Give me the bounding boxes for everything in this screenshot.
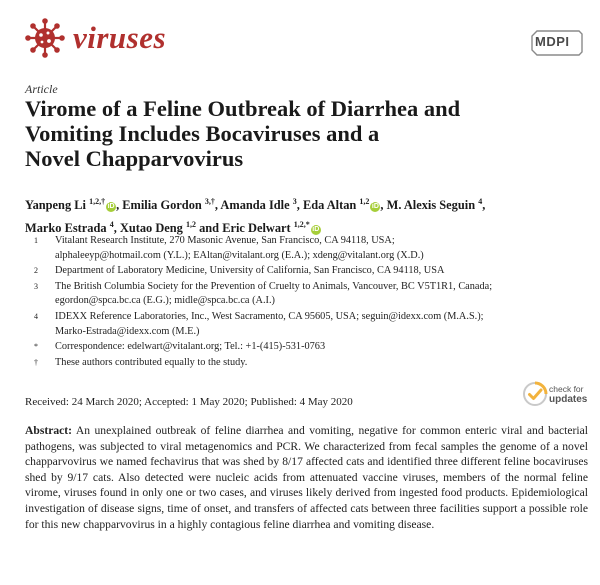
- author-name: Marko Estrada: [25, 221, 107, 236]
- title-line: Vomiting Includes Bocaviruses and a: [25, 121, 380, 146]
- orcid-icon[interactable]: iD: [312, 226, 320, 234]
- affiliation: [34, 340, 574, 355]
- author[interactable]: [25, 198, 116, 212]
- author-name: M. Alexis Seguin: [386, 198, 476, 213]
- author-affiliation-marks: 1,2: [359, 197, 370, 206]
- author[interactable]: [303, 198, 380, 212]
- author-separator: ,: [116, 198, 123, 213]
- author-separator: ,: [380, 198, 387, 213]
- affiliation-line: Marko-Estrada@idexx.com (M.E.): [55, 325, 200, 337]
- affiliation-mark: 3: [34, 281, 38, 291]
- author-name: Amanda Idle: [220, 198, 290, 213]
- author-name: Eric Delwart: [222, 221, 291, 236]
- author-name: Emilia Gordon: [122, 198, 202, 213]
- author-affiliation-marks: 3: [292, 197, 297, 206]
- affiliation-mark: 1: [34, 236, 38, 245]
- affiliation: [34, 310, 574, 339]
- journal-header: [25, 18, 166, 58]
- author[interactable]: [386, 197, 486, 213]
- affiliation-line: These authors contributed equally to the study.: [55, 356, 248, 368]
- author-affiliation-marks: 4: [109, 220, 114, 230]
- author[interactable]: [220, 198, 296, 212]
- affiliation-mark: †: [34, 357, 38, 367]
- author-separator: ,: [113, 221, 120, 236]
- publication-dates: Received: 24 March 2020; Accepted: 1 May 2020; Published: 4 May 2020: [25, 396, 353, 408]
- abstract-label: Abstract:: [25, 424, 73, 437]
- author-list: [25, 192, 585, 238]
- article-type: Article: [25, 82, 58, 96]
- author-name: Yanpeng Li: [25, 198, 86, 213]
- affiliation-line: Correspondence: edelwart@vitalant.org; Tel.: +1-(415)-531-0763: [55, 341, 326, 353]
- check-updates-line2: updates: [549, 394, 588, 405]
- affiliation-line: IDEXX Reference Laboratories, Inc., West Sacramento, CA 95605, USA; seguin@idexx.com (M.A.S.);: [55, 310, 484, 322]
- abstract-text: An unexplained outbreak of feline diarrhea and vomiting, negative for common enteric viral and bacterial pathogens, was subjected to viral metagenomics and PCR. We characterized from fecal samples the genome of a novel chapparvovirus we named fechavirus that was shed by 8/17 affected cats and identified three different feline bocaviruses shed by 9/17 cats. Also detected were nucleic acids from attenuated vaccine viruses, members of the normal feline virome, viruses found in only one or two cases, and viruses likely derived from ingested food products. Epidemiological investigation of disease signs, time of onset, and transfers of affected cats between three facilities support a possible role for this new chapparvovirus in a highly contagious feline diarrhea and vomiting disease.: [25, 424, 588, 531]
- orcid-icon[interactable]: iD: [371, 203, 379, 211]
- affiliation: [34, 280, 574, 309]
- check-updates-line1: check for: [549, 384, 584, 394]
- author-affiliation-marks: 1,2,*: [293, 220, 310, 230]
- author-separator: and: [196, 221, 223, 236]
- virus-logo-icon: [25, 18, 65, 58]
- check-updates-icon: [522, 381, 548, 407]
- author-affiliation-marks: 1,2: [186, 220, 196, 230]
- affiliation: [34, 356, 574, 371]
- affiliation-mark: 2: [34, 266, 38, 276]
- affiliation-line: Vitalant Research Institute, 270 Masonic Avenue, San Francisco, CA 94118, USA;: [55, 235, 395, 246]
- journal-name: viruses: [73, 20, 167, 55]
- affiliation-line: egordon@spca.bc.ca (E.G.); midle@spca.bc.ca (A.I.): [55, 295, 275, 307]
- affiliation: [34, 234, 574, 263]
- article-title: [25, 96, 565, 171]
- author-affiliation-marks: 3,†: [204, 197, 215, 206]
- orcid-icon[interactable]: iD: [107, 203, 115, 211]
- author[interactable]: [122, 198, 215, 212]
- affiliation-list: [34, 234, 574, 371]
- abstract: [25, 423, 588, 532]
- author-name: Eda Altan: [302, 198, 357, 213]
- check-for-updates[interactable]: [522, 381, 592, 411]
- publisher-name: MDPI: [535, 34, 570, 49]
- title-line: Novel Chapparvovirus: [25, 146, 244, 171]
- author-affiliation-marks: 4: [478, 197, 483, 206]
- title-line: Virome of a Feline Outbreak of Diarrhea and: [25, 96, 461, 121]
- affiliation-line: Department of Laboratory Medicine, University of California, San Francisco, CA 94118, USA: [55, 265, 445, 277]
- affiliation: [34, 264, 574, 279]
- author-separator: ,: [296, 198, 303, 213]
- affiliation-mark: *: [34, 342, 38, 352]
- author-separator: ,: [482, 198, 486, 213]
- author-separator: ,: [214, 198, 221, 213]
- affiliation-line: alphaleeyp@hotmail.com (Y.L.); EAltan@vitalant.org (E.A.); xdeng@vitalant.org (X.D.): [55, 249, 424, 261]
- author-name: Xutao Deng: [119, 221, 183, 236]
- affiliation-line: The British Columbia Society for the Prevention of Cruelty to Animals, Vancouver, BC V5T1R1, Canada;: [55, 280, 493, 292]
- affiliation-mark: 4: [34, 311, 38, 321]
- author-affiliation-marks: 1,2,†: [89, 197, 106, 206]
